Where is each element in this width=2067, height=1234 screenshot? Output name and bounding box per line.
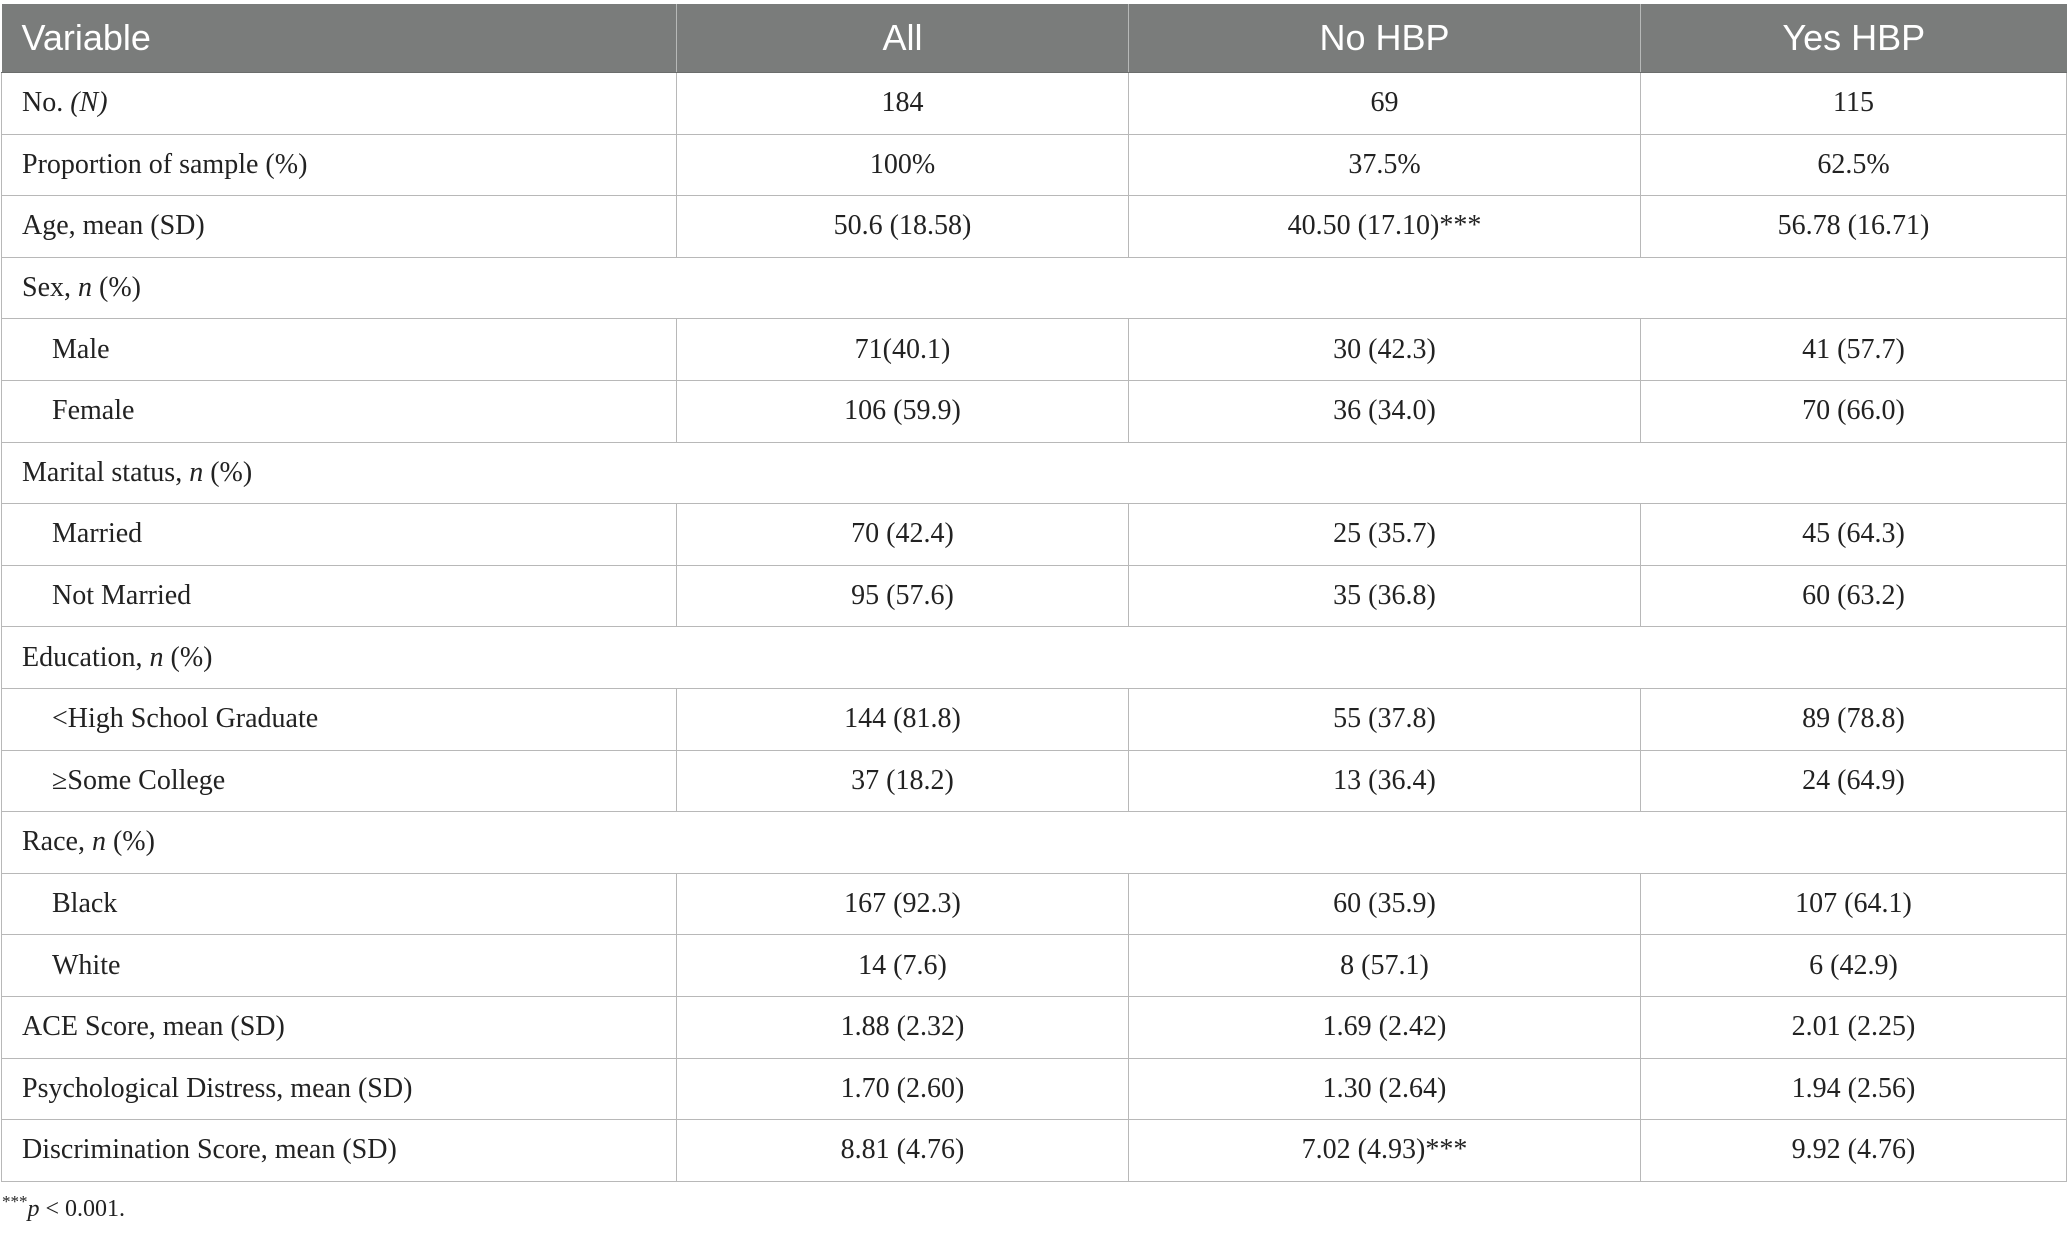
row-label-text: Male — [52, 333, 110, 365]
table-row — [2, 73, 2067, 135]
cell-all: 71(40.1) — [677, 319, 1129, 381]
row-label — [2, 319, 677, 381]
cell-yes-hbp: 1.94 (2.56) — [1641, 1058, 2067, 1120]
cell-no-hbp: 36 (34.0) — [1129, 380, 1641, 442]
row-label-text: Not Married — [52, 580, 192, 612]
cell-no-hbp: 69 — [1129, 73, 1641, 135]
cell-yes-hbp: 9.92 (4.76) — [1641, 1120, 2067, 1182]
cell-no-hbp: 7.02 (4.93)*** — [1129, 1120, 1641, 1182]
footnote-marker: *** — [2, 1192, 28, 1211]
table-row — [2, 996, 2067, 1058]
cell-yes-hbp: 107 (64.1) — [1641, 873, 2067, 935]
table-row — [2, 134, 2067, 196]
table-footnote — [2, 1192, 125, 1223]
row-label — [2, 750, 677, 812]
section-label — [2, 257, 2067, 319]
section-label — [2, 442, 2067, 504]
cell-yes-hbp: 45 (64.3) — [1641, 504, 2067, 566]
cell-all: 70 (42.4) — [677, 504, 1129, 566]
section-label-suffix: (%) — [112, 826, 155, 858]
cell-yes-hbp: 70 (66.0) — [1641, 380, 2067, 442]
cell-all: 8.81 (4.76) — [677, 1120, 1129, 1182]
cell-yes-hbp: 41 (57.7) — [1641, 319, 2067, 381]
section-label-text: Race, — [22, 826, 85, 858]
row-label — [2, 73, 677, 135]
section-label — [2, 627, 2067, 689]
row-label-italic: (N) — [70, 87, 108, 119]
row-label — [2, 380, 677, 442]
cell-yes-hbp: 60 (63.2) — [1641, 565, 2067, 627]
row-label-text: Age, mean (SD) — [22, 210, 205, 242]
cell-yes-hbp: 56.78 (16.71) — [1641, 196, 2067, 258]
cell-yes-hbp: 115 — [1641, 73, 2067, 135]
cell-no-hbp: 1.69 (2.42) — [1129, 996, 1641, 1058]
cell-yes-hbp: 6 (42.9) — [1641, 935, 2067, 997]
table-row — [2, 504, 2067, 566]
row-label-text: <High School Graduate — [52, 703, 319, 735]
section-label-text: Education, — [22, 641, 143, 673]
cell-no-hbp: 35 (36.8) — [1129, 565, 1641, 627]
row-label — [2, 565, 677, 627]
row-label-text: ≥Some College — [52, 764, 226, 796]
row-label-text: Married — [52, 518, 143, 550]
row-label — [2, 134, 677, 196]
row-label — [2, 688, 677, 750]
section-label-italic: n — [78, 272, 92, 304]
table-section-row — [2, 812, 2067, 874]
row-label — [2, 504, 677, 566]
cell-all: 14 (7.6) — [677, 935, 1129, 997]
row-label-text: Black — [52, 888, 118, 920]
cell-all: 1.70 (2.60) — [677, 1058, 1129, 1120]
row-label-text: Psychological Distress, mean (SD) — [22, 1072, 413, 1104]
row-label — [2, 935, 677, 997]
header-yes-hbp: Yes HBP — [1641, 4, 2067, 73]
characteristics-table — [1, 4, 2067, 1182]
section-label-italic: n — [149, 641, 164, 673]
table-row — [2, 380, 2067, 442]
table-row — [2, 935, 2067, 997]
table-row — [2, 1120, 2067, 1182]
section-label-text: Marital status, — [22, 456, 183, 488]
cell-no-hbp: 30 (42.3) — [1129, 319, 1641, 381]
cell-all: 95 (57.6) — [677, 565, 1129, 627]
section-label-suffix: (%) — [99, 272, 141, 304]
section-label — [2, 812, 2067, 874]
cell-no-hbp: 55 (37.8) — [1129, 688, 1641, 750]
row-label — [2, 1058, 677, 1120]
cell-all: 184 — [677, 73, 1129, 135]
cell-all: 50.6 (18.58) — [677, 196, 1129, 258]
row-label-text: Discrimination Score, mean (SD) — [22, 1134, 397, 1166]
section-label-italic: n — [189, 456, 204, 488]
cell-yes-hbp: 2.01 (2.25) — [1641, 996, 2067, 1058]
header-all: All — [677, 4, 1129, 73]
cell-yes-hbp: 24 (64.9) — [1641, 750, 2067, 812]
row-label-text: Female — [52, 395, 135, 427]
cell-no-hbp: 40.50 (17.10)*** — [1129, 196, 1641, 258]
cell-all: 144 (81.8) — [677, 688, 1129, 750]
cell-no-hbp: 25 (35.7) — [1129, 504, 1641, 566]
row-label — [2, 1120, 677, 1182]
cell-no-hbp: 60 (35.9) — [1129, 873, 1641, 935]
table-row — [2, 565, 2067, 627]
table-row — [2, 1058, 2067, 1120]
cell-yes-hbp: 62.5% — [1641, 134, 2067, 196]
table-row — [2, 319, 2067, 381]
footnote-text: < 0.001. — [39, 1196, 126, 1222]
row-label — [2, 873, 677, 935]
row-label — [2, 996, 677, 1058]
cell-all: 100% — [677, 134, 1129, 196]
section-label-text: Sex, — [22, 272, 71, 304]
cell-no-hbp: 37.5% — [1129, 134, 1641, 196]
row-label-text: ACE Score, mean (SD) — [22, 1011, 285, 1043]
table-body — [2, 73, 2067, 1182]
table-section-row — [2, 442, 2067, 504]
header-variable: Variable — [2, 4, 677, 73]
cell-no-hbp: 8 (57.1) — [1129, 935, 1641, 997]
table-header-row — [2, 4, 2067, 73]
table-section-row — [2, 257, 2067, 319]
cell-no-hbp: 13 (36.4) — [1129, 750, 1641, 812]
row-label-text: No. — [22, 87, 64, 119]
cell-all: 106 (59.9) — [677, 380, 1129, 442]
section-label-suffix: (%) — [170, 641, 213, 673]
table-section-row — [2, 627, 2067, 689]
cell-all: 1.88 (2.32) — [677, 996, 1129, 1058]
row-label-text: Proportion of sample (%) — [22, 148, 308, 180]
section-label-italic: n — [91, 826, 106, 858]
section-label-suffix: (%) — [210, 456, 253, 488]
cell-yes-hbp: 89 (78.8) — [1641, 688, 2067, 750]
table-row — [2, 196, 2067, 258]
cell-all: 37 (18.2) — [677, 750, 1129, 812]
row-label-text: White — [52, 949, 121, 981]
table-row — [2, 873, 2067, 935]
table-row — [2, 750, 2067, 812]
cell-all: 167 (92.3) — [677, 873, 1129, 935]
row-label — [2, 196, 677, 258]
cell-no-hbp: 1.30 (2.64) — [1129, 1058, 1641, 1120]
header-no-hbp: No HBP — [1129, 4, 1641, 73]
footnote-p: p — [27, 1196, 40, 1222]
table-row — [2, 688, 2067, 750]
